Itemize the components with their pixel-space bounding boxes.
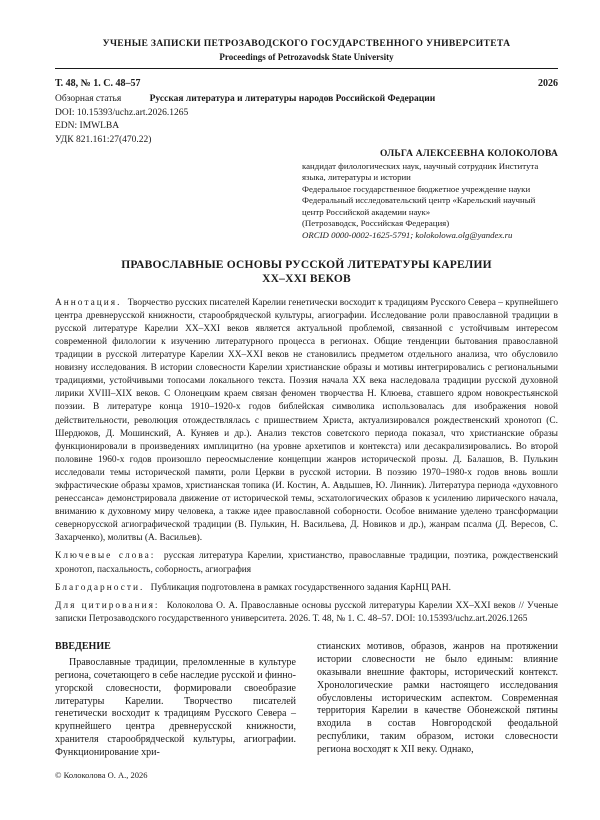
acknowledgements-label: Благодарности. xyxy=(55,582,145,593)
edn-line: EDN: IMWLBA xyxy=(55,121,120,131)
author-orcid-email: ORCID 0000-0002-1625-5791; kolokolowa.olg@yandex.ru xyxy=(302,230,513,241)
citation xyxy=(55,600,558,626)
article-title-line1: ПРАВОСЛАВНЫЕ ОСНОВЫ РУССКОЙ ЛИТЕРАТУРЫ КАРЕЛИИ xyxy=(121,258,492,271)
author-block xyxy=(302,149,558,242)
introduction-paragraph-left: Православные традиции, преломленные в культуре региона, сочетающего в себе наследие русской и финно-угорской словесности, формировали своеобразие литературы Карелии. Творчество писателей генетически восходит к традициям Русского Севера – крупнейшего центра древнерусской книжности, хранителя старообрядческой культуры, агиографии. Функционирование хри- xyxy=(55,656,296,759)
article-title-line2: XX–XXI ВЕКОВ xyxy=(262,272,351,285)
article-title xyxy=(55,258,558,286)
journal-section: Русская литература и литературы народов Российской Федерации xyxy=(149,94,436,104)
abstract-text: Творчество русских писателей Карелии генетически восходит к традициям Русского Севера – крупнейшего центра древнерусской книжности, старообрядческой культуры, агиографии. Исследование роли православной традиции в русской литературе Карелии XX–XXI веков является актуальной проблемой, связанной с устойчивым интересом современной филологии к изучению литературного процесса в регионах. Общие тенденции бытования православной традиции в русской литературе Карелии XX–XXI веков не становились предметом отдельного анализа, что обусловило новизну исследования. В истории словесности Карелии христианские образы и мотивы интегрировались с региональными традициями, устойчивыми топосами локального текста. Поэзия начала XX века наследовала традиции русской духовной лирики XVIII–XIX веков. С Олонецким краем связан феномен творчества Н. Клюева, ставшего ядром новокрестьянской поэзии. В литературе конца 1910–1920-х годов библейская символика использовалась для изображения новой действительности, революция отождествлялась с пришествием Христа, актуализировался рождественский хронотоп (С. Шердюков, Д. Мошинский, А. Куняев и др.). Анализ текстов советского периода показал, что христианские образы функционировали в произведениях имплицитно (на уровне архетипов и контекста) или десакрализировались. Во второй половине 1960-х годов произошло переосмысление концепции жанров исторической прозы. Д. Балашов, В. Пулькин исследовали темы исторической памяти, роли Церкви в русской истории. В поэзию 1970–1980-х годов вновь вошли экфрастические образы храмов, христианская топика (И. Костин, А. Авдышев, Ю. Линник). Литература периода «духовного ренессанса» демонстрировала движение от исторической темы, эсхатологических образов к усилению лирического начала, вниманию к духовному миру человека, а также идее православной соборности. Особое внимание уделено трансформации севернорусской агиографической традиции (В. Пулькин, Н. Васильева, Д. Новиков и др.), жанрам псалма (Д. Вересов, С. Захарченко), молитвы (А. Васильев). xyxy=(55,297,559,544)
body-columns xyxy=(55,641,558,760)
header-divider xyxy=(55,68,558,69)
citation-text: Колоколова О. А. Православные основы русской литературы Карелии XX–XXI веков // Ученые записки Петрозаводского государственного университета. 2026. Т. 48, № 1. С. 48–57. DOI: 10.15393/uchz.art.2026.1265 xyxy=(55,600,559,624)
copyright-notice: © Колоколова О. А., 2026 xyxy=(55,770,148,780)
acknowledgements-text: Публикация подготовлена в рамках государственного задания КарНЦ РАН. xyxy=(150,582,452,593)
volume-row xyxy=(55,78,558,89)
right-column xyxy=(317,641,558,760)
udc-line: УДК 821.161:27(470.22) xyxy=(55,134,152,145)
article-type: Обзорная статья xyxy=(55,94,122,104)
keywords xyxy=(55,550,558,576)
author-description xyxy=(302,161,558,242)
introduction-paragraph-right: стианских мотивов, образов, жанров на протяжении истории словесности не было единым: влияние оказывали внешние факторы, исторический контекст. Хронологические рамки настоящего исследования обусловлены историческим аспектом. Современная территория Карелии в качестве Обонежской пятины входила в состав Новгородской феодальной республики, таким образом, истоки словесности региона восходят к XII веку. Однако, xyxy=(317,640,558,756)
author-affiliation: Федеральное государственное бюджетное учреждение науки Федеральный исследовательский центр «Карельский научный центр Российской академии наук» xyxy=(302,183,536,217)
keywords-label: Ключевые слова: xyxy=(55,551,156,562)
journal-header xyxy=(55,38,558,145)
author-location: (Петрозаводск, Российская Федерация) xyxy=(302,218,450,229)
acknowledgements xyxy=(55,582,558,595)
author-position: кандидат филологических наук, научный сотрудник Института языка, литературы и истории xyxy=(302,160,539,183)
article-type-row xyxy=(55,94,558,104)
journal-title-en: Proceedings of Petrozavodsk State University xyxy=(219,52,394,62)
journal-title-ru: УЧЕНЫЕ ЗАПИСКИ ПЕТРОЗАВОДСКОГО ГОСУДАРСТВЕННОГО УНИВЕРСИТЕТА xyxy=(102,38,511,49)
keywords-text: русская литература Карелии, христианство, православные традиции, поэтика, рождественский хронотоп, пасхальность, соборность, агиография xyxy=(55,551,559,575)
publication-year: 2026 xyxy=(538,78,558,89)
volume-info: Т. 48, № 1. С. 48–57 xyxy=(55,78,141,89)
author-name: ОЛЬГА АЛЕКСЕЕВНА КОЛОКОЛОВА xyxy=(379,148,558,159)
abstract-label: Аннотация. xyxy=(55,297,122,308)
left-column xyxy=(55,641,296,760)
introduction-heading: ВВЕДЕНИЕ xyxy=(55,640,111,652)
abstract xyxy=(55,297,558,546)
citation-label: Для цитирования: xyxy=(55,600,160,611)
doi-line: DOI: 10.15393/uchz.art.2026.1265 xyxy=(55,107,189,118)
